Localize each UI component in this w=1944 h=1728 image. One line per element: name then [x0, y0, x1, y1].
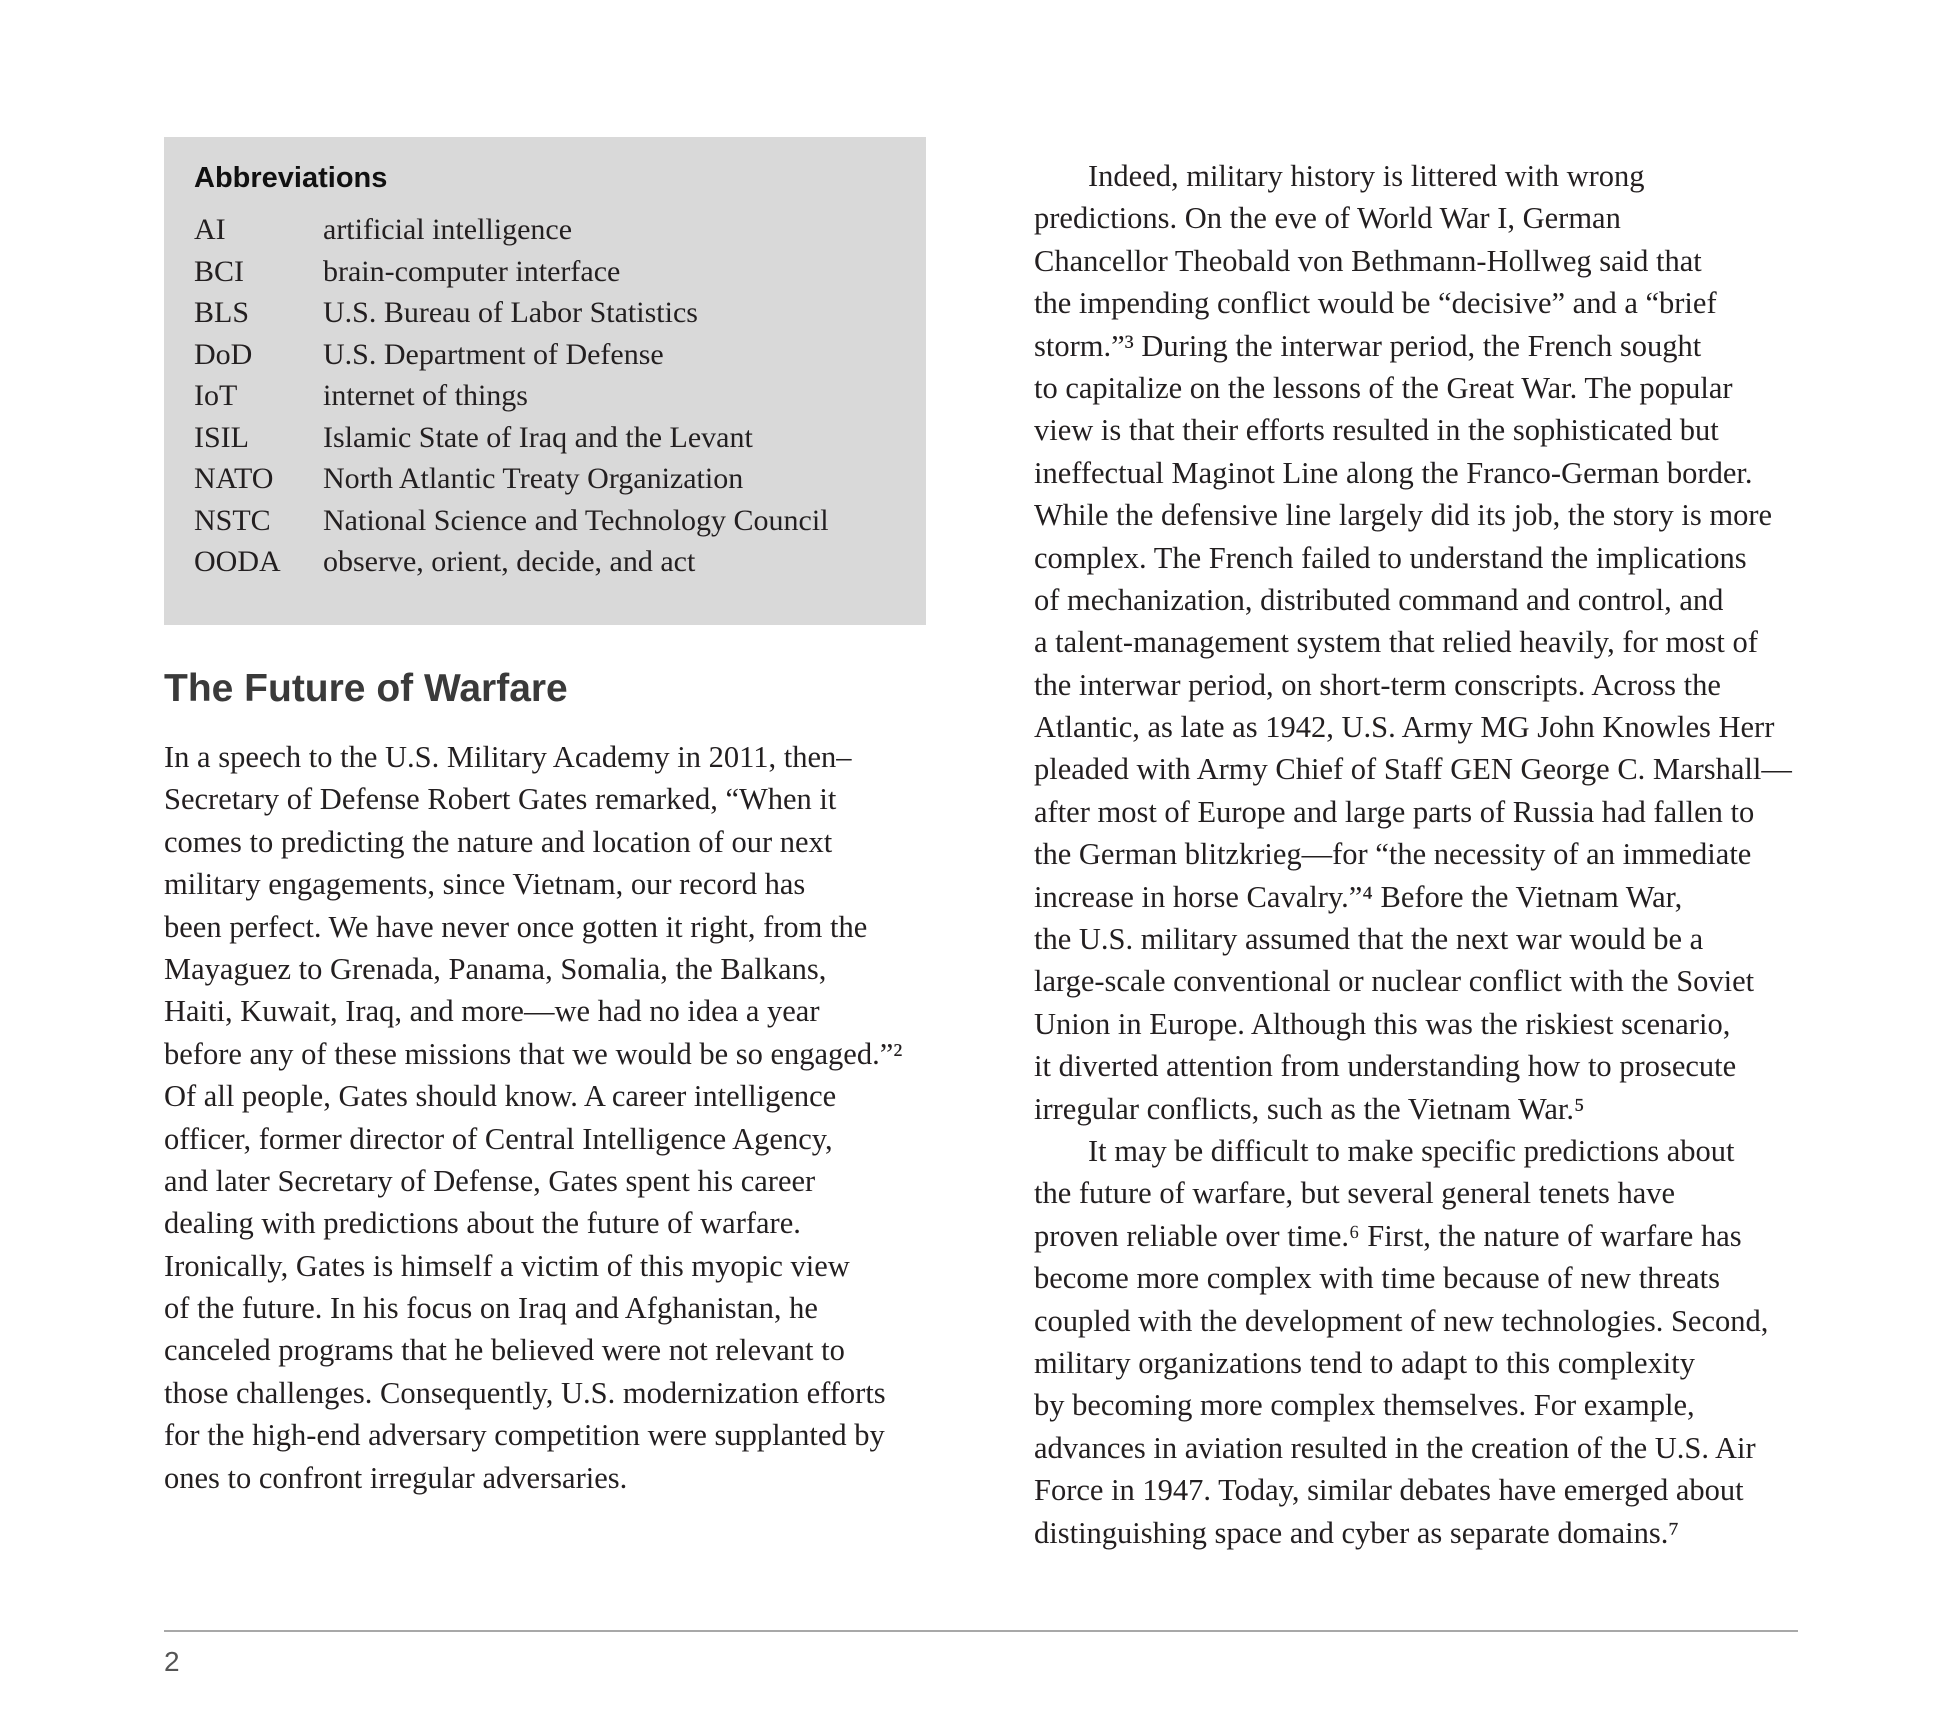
text-line: it diverted attention from understanding how to prosecute — [1034, 1049, 1737, 1084]
text-line: Ironically, Gates is himself a victim of this myopic view — [164, 1248, 850, 1283]
abbreviation-row — [194, 209, 896, 251]
abbreviation-code: ISIL — [194, 420, 249, 454]
footer-divider — [164, 1630, 1798, 1632]
text-line: Indeed, military history is littered with wrong — [1088, 159, 1645, 193]
text-line: the U.S. military assumed that the next war would be a — [1034, 922, 1704, 957]
text-line: before any of these missions that we would be so engaged.”² — [164, 1036, 903, 1071]
text-line: view is that their efforts resulted in the sophisticated but — [1034, 413, 1719, 448]
text-line: Union in Europe. Although this was the riskiest scenario, — [1034, 1006, 1731, 1041]
abbreviation-row — [194, 458, 896, 500]
text-line: proven reliable over time.⁶ First, the nature of warfare has — [1034, 1218, 1742, 1253]
abbreviation-row — [194, 251, 896, 293]
abbreviation-definition: observe, orient, decide, and act — [323, 545, 696, 578]
abbreviation-code: BCI — [194, 254, 245, 288]
text-line: military engagements, since Vietnam, our record has — [164, 867, 806, 902]
text-line: for the high-end adversary competition were supplanted by — [164, 1418, 885, 1453]
text-line: In a speech to the U.S. Military Academy in 2011, then– — [164, 740, 852, 774]
text-line: to capitalize on the lessons of the Great War. The popular — [1034, 370, 1733, 405]
abbreviation-code: DoD — [194, 337, 253, 371]
text-line: Secretary of Defense Robert Gates remarked, “When it — [164, 782, 837, 817]
text-line: Of all people, Gates should know. A career intelligence — [164, 1079, 837, 1114]
text-line: ones to confront irregular adversaries. — [164, 1460, 628, 1495]
text-line: been perfect. We have never once gotten it right, from the — [164, 909, 868, 944]
text-line: comes to predicting the nature and location of our next — [164, 824, 833, 859]
abbreviation-code: OODA — [194, 545, 281, 578]
text-line: military organizations tend to adapt to this complexity — [1034, 1345, 1695, 1380]
text-line: increase in horse Cavalry.”⁴ Before the Vietnam War, — [1034, 879, 1683, 914]
text-line: and later Secretary of Defense, Gates spent his career — [164, 1163, 816, 1198]
abbreviation-definition: Islamic State of Iraq and the Levant — [323, 420, 753, 454]
text-line: predictions. On the eve of World War I, German — [1034, 201, 1621, 236]
text-line: Atlantic, as late as 1942, U.S. Army MG John Knowles Herr — [1034, 710, 1775, 745]
abbreviation-row — [194, 541, 896, 583]
abbreviation-row — [194, 417, 896, 459]
right-column-text — [1034, 155, 1792, 1554]
text-line: irregular conflicts, such as the Vietnam War.⁵ — [1034, 1091, 1585, 1126]
text-line: Mayaguez to Grenada, Panama, Somalia, the Balkans, — [164, 951, 827, 986]
text-line: coupled with the development of new technologies. Second, — [1034, 1303, 1769, 1338]
page-number: 2 — [164, 1646, 180, 1677]
text-line: While the defensive line largely did its job, the story is more — [1034, 498, 1773, 533]
text-line: storm.”³ During the interwar period, the French sought — [1034, 328, 1702, 363]
text-line: large-scale conventional or nuclear conflict with the Soviet — [1034, 964, 1755, 999]
left-column-text — [164, 736, 902, 1499]
abbreviation-definition: internet of things — [323, 379, 528, 412]
abbreviation-code: BLS — [194, 296, 250, 329]
section-heading: The Future of Warfare — [164, 667, 568, 710]
text-line: advances in aviation resulted in the creation of the U.S. Air — [1034, 1430, 1756, 1465]
abbreviation-definition: brain-computer interface — [323, 254, 621, 288]
text-line: after most of Europe and large parts of Russia had fallen to — [1034, 794, 1755, 829]
text-line: the interwar period, on short-term conscripts. Across the — [1034, 667, 1721, 702]
text-line: officer, former director of Central Intelligence Agency, — [164, 1121, 833, 1156]
abbreviation-definition: artificial intelligence — [323, 213, 573, 246]
text-line: It may be difficult to make specific predictions about — [1088, 1133, 1735, 1168]
text-line: Haiti, Kuwait, Iraq, and more—we had no idea a year — [164, 994, 820, 1029]
text-line: pleaded with Army Chief of Staff GEN George C. Marshall— — [1034, 752, 1792, 787]
abbreviation-row — [194, 292, 896, 334]
text-line: by becoming more complex themselves. For example, — [1034, 1388, 1695, 1423]
text-line: a talent-management system that relied heavily, for most of — [1034, 625, 1758, 660]
abbreviation-row — [194, 334, 896, 376]
abbreviation-code: IoT — [194, 379, 238, 412]
abbreviation-code: NATO — [194, 462, 274, 495]
abbreviation-row — [194, 375, 896, 417]
text-line: of mechanization, distributed command and control, and — [1034, 582, 1724, 617]
text-line: dealing with predictions about the future of warfare. — [164, 1206, 801, 1241]
text-line: complex. The French failed to understand the implications — [1034, 540, 1747, 575]
text-line: distinguishing space and cyber as separate domains.⁷ — [1034, 1515, 1680, 1550]
abbreviation-definition: U.S. Department of Defense — [323, 337, 664, 371]
abbreviation-code: NSTC — [194, 503, 271, 537]
abbreviations-box — [164, 137, 926, 625]
abbreviation-definition: National Science and Technology Council — [323, 503, 829, 537]
text-line: ineffectual Maginot Line along the Franco-German border. — [1034, 455, 1753, 490]
text-line: of the future. In his focus on Iraq and Afghanistan, he — [164, 1291, 818, 1326]
abbreviation-definition: U.S. Bureau of Labor Statistics — [323, 296, 698, 329]
abbreviation-code: AI — [194, 213, 226, 246]
text-line: those challenges. Consequently, U.S. modernization efforts — [164, 1375, 886, 1410]
text-line: Chancellor Theobald von Bethmann-Hollweg said that — [1034, 243, 1702, 278]
abbreviation-definition: North Atlantic Treaty Organization — [323, 462, 744, 495]
text-line: Force in 1947. Today, similar debates have emerged about — [1034, 1473, 1744, 1508]
text-line: become more complex with time because of new threats — [1034, 1261, 1720, 1296]
abbreviations-title: Abbreviations — [194, 162, 388, 194]
text-line: the German blitzkrieg—for “the necessity of an immediate — [1034, 837, 1752, 872]
text-line: the future of warfare, but several general tenets have — [1034, 1176, 1676, 1211]
abbreviation-row — [194, 500, 896, 542]
text-line: the impending conflict would be “decisive” and a “brief — [1034, 286, 1717, 321]
text-line: canceled programs that he believed were not relevant to — [164, 1333, 845, 1368]
